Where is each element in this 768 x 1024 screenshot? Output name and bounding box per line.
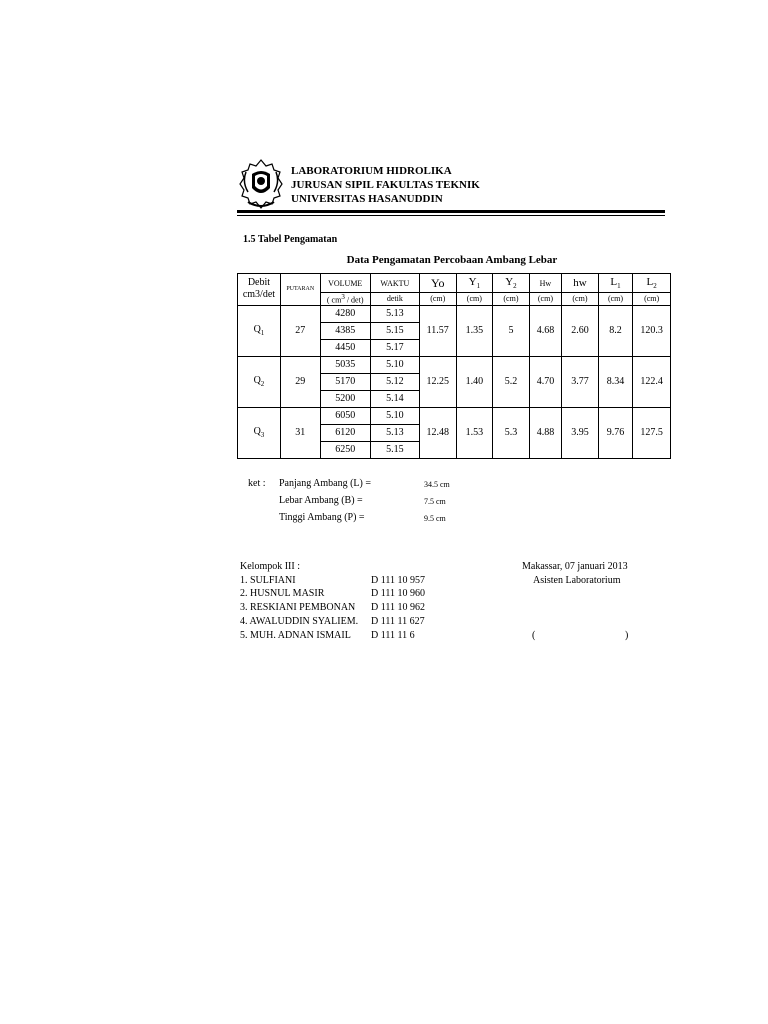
- table-cell-waktu: 5.10: [370, 407, 419, 424]
- header-l1-unit: (cm): [598, 293, 633, 306]
- table-cell-volume: 5035: [320, 356, 370, 373]
- table-cell-waktu: 5.13: [370, 424, 419, 441]
- table-cell-debit: $Q_2$: [238, 356, 281, 407]
- table-cell-volume: 6120: [320, 424, 370, 441]
- table-cell-l1: 9.76: [598, 407, 633, 458]
- table-cell-y2: 5: [493, 305, 530, 356]
- header-yo-unit: (cm): [419, 293, 456, 306]
- member-name: 2. HUSNUL MASIR: [240, 588, 325, 599]
- member-name: 1. SULFIANI: [240, 575, 296, 586]
- header-rule-thick: [237, 210, 665, 213]
- header-l2: $L_2$: [633, 274, 671, 293]
- table-cell-putaran: 31: [280, 407, 320, 458]
- header-line-1: LABORATORIUM HIDROLIKA: [291, 165, 452, 177]
- table-cell-y2: 5.2: [493, 356, 530, 407]
- table-title: Data Pengamatan Percobaan Ambang Lebar: [346, 254, 558, 266]
- table-cell-volume: 4280: [320, 305, 370, 322]
- notes-panjang-value: 34.5 cm: [424, 480, 450, 489]
- table-cell-l1: 8.34: [598, 356, 633, 407]
- university-crest-logo: [238, 158, 284, 212]
- group-title: Kelompok III :: [240, 561, 300, 572]
- member-id: D 111 10 957: [371, 575, 425, 586]
- notes-lebar-label: Lebar Ambang (B) =: [279, 495, 363, 506]
- table-cell-y1: 1.40: [456, 356, 493, 407]
- table-cell-waktu: 5.15: [370, 322, 419, 339]
- header-l1: $L_1$: [598, 274, 633, 293]
- table-cell-debit: $Q_3$: [238, 407, 281, 458]
- header-yo: Yo: [419, 274, 456, 293]
- header-volume-unit: ( $cm^3 / \det$): [320, 293, 370, 306]
- header-y1: $Y_1$: [456, 274, 493, 293]
- table-cell-waktu: 5.17: [370, 339, 419, 356]
- header-hw-lower: hw: [562, 274, 599, 293]
- member-id: D 111 10 960: [371, 588, 425, 599]
- member-name: 4. AWALUDDIN SYALIEM.: [240, 616, 359, 627]
- table-cell-waktu: 5.14: [370, 390, 419, 407]
- table-cell-waktu: 5.13: [370, 305, 419, 322]
- table-cell-hw: 3.77: [562, 356, 599, 407]
- table-cell-hw: 2.60: [562, 305, 599, 356]
- signature-role: Asisten Laboratorium: [533, 575, 621, 586]
- table-cell-debit: $Q_1$: [238, 305, 281, 356]
- header-rule-thin: [237, 215, 665, 216]
- table-cell-y1: 1.53: [456, 407, 493, 458]
- member-id: D 111 11 627: [371, 616, 425, 627]
- header-Hw-upper: Hw: [529, 274, 561, 293]
- table-cell-l2: 127.5: [633, 407, 671, 458]
- table-cell-waktu: 5.10: [370, 356, 419, 373]
- header-waktu-unit: detik: [370, 293, 419, 306]
- table-cell-hw: 3.95: [562, 407, 599, 458]
- header-line-3: UNIVERSITAS HASANUDDIN: [291, 193, 443, 205]
- table-cell-Hw: 4.70: [529, 356, 561, 407]
- table-cell-volume: 5170: [320, 373, 370, 390]
- member-id: D 111 10 962: [371, 602, 425, 613]
- header-Hw-unit: (cm): [529, 293, 561, 306]
- signature-place-date: Makassar, 07 januari 2013: [522, 561, 628, 572]
- header-y2: $Y_2$: [493, 274, 530, 293]
- notes-tinggi-label: Tinggi Ambang (P) =: [279, 512, 365, 523]
- notes-lebar-value: 7.5 cm: [424, 497, 446, 506]
- header-y1-unit: (cm): [456, 293, 493, 306]
- member-id: D 111 11 6: [371, 630, 415, 641]
- header-debit: Debit cm3/det: [238, 274, 281, 306]
- table-cell-volume: 4385: [320, 322, 370, 339]
- table-cell-yo: 12.48: [419, 407, 456, 458]
- notes-tinggi-value: 9.5 cm: [424, 514, 446, 523]
- table-cell-volume: 6250: [320, 441, 370, 458]
- table-cell-volume: 4450: [320, 339, 370, 356]
- table-cell-waktu: 5.15: [370, 441, 419, 458]
- header-l2-unit: (cm): [633, 293, 671, 306]
- observation-table: [237, 273, 671, 459]
- table-cell-waktu: 5.12: [370, 373, 419, 390]
- table-cell-putaran: 27: [280, 305, 320, 356]
- table-cell-l2: 122.4: [633, 356, 671, 407]
- table-cell-l2: 120.3: [633, 305, 671, 356]
- table-cell-volume: 5200: [320, 390, 370, 407]
- table-cell-y1: 1.35: [456, 305, 493, 356]
- signature-paren-close: ): [625, 630, 629, 641]
- header-volume: VOLUME: [320, 274, 370, 293]
- header-hw-unit: (cm): [562, 293, 599, 306]
- header-putaran: PUTARAN: [280, 274, 320, 306]
- signature-paren-open: (: [532, 630, 536, 641]
- section-title: 1.5 Tabel Pengamatan: [243, 234, 338, 245]
- member-name: 5. MUH. ADNAN ISMAIL: [240, 630, 351, 641]
- header-waktu: WAKTU: [370, 274, 419, 293]
- table-cell-l1: 8.2: [598, 305, 633, 356]
- table-cell-Hw: 4.88: [529, 407, 561, 458]
- table-cell-putaran: 29: [280, 356, 320, 407]
- header-line-2: JURUSAN SIPIL FAKULTAS TEKNIK: [291, 179, 480, 191]
- table-cell-y2: 5.3: [493, 407, 530, 458]
- header-y2-unit: (cm): [493, 293, 530, 306]
- table-cell-volume: 6050: [320, 407, 370, 424]
- notes-ket-label: ket :: [248, 478, 266, 489]
- table-cell-yo: 12.25: [419, 356, 456, 407]
- notes-panjang-label: Panjang Ambang (L) =: [279, 478, 372, 489]
- member-name: 3. RESKIANI PEMBONAN: [240, 602, 356, 613]
- table-cell-yo: 11.57: [419, 305, 456, 356]
- table-cell-Hw: 4.68: [529, 305, 561, 356]
